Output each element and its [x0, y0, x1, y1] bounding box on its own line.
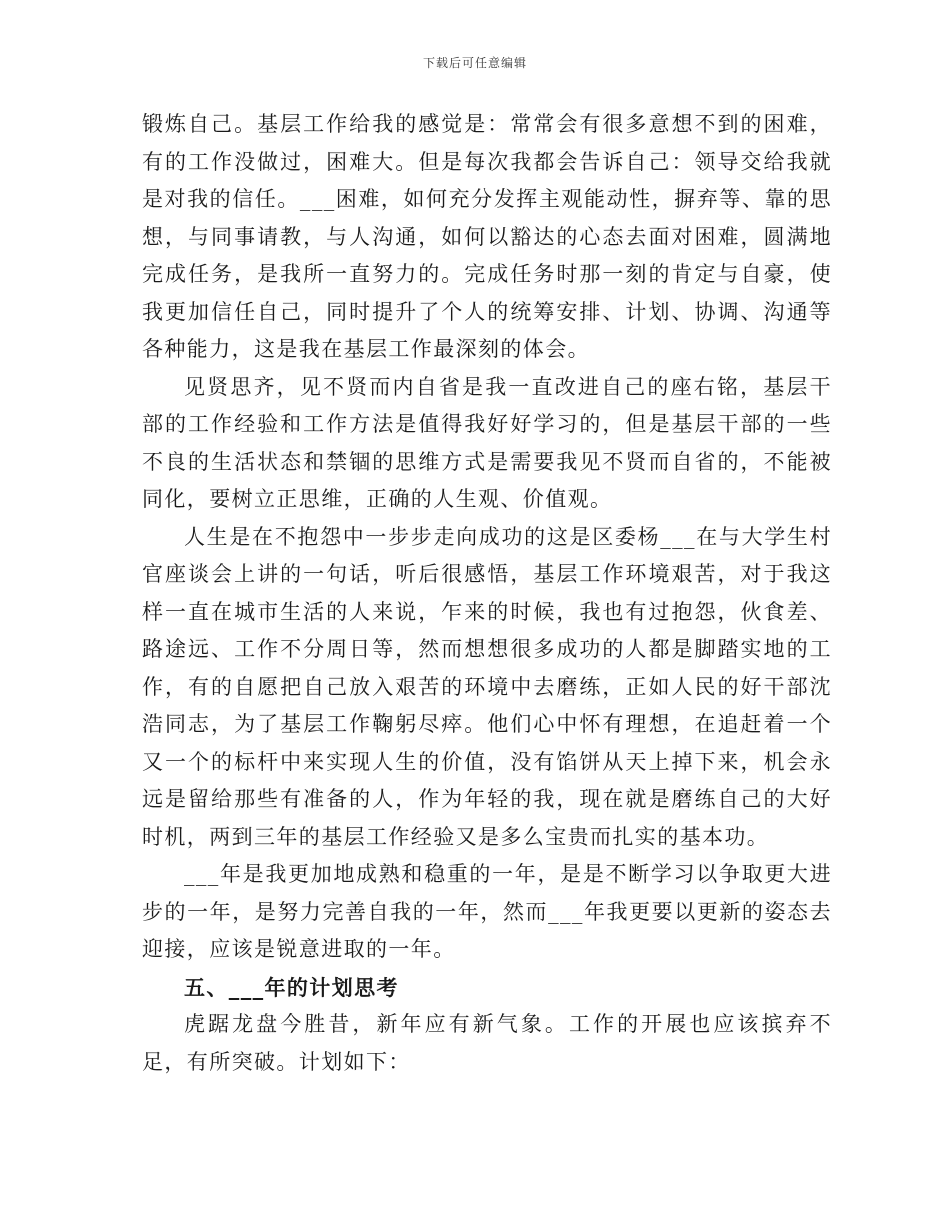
- paragraph-1: 锻炼自己。基层工作给我的感觉是：常常会有很多意想不到的困难，有的工作没做过，困难大。但是每次我都会告诉自己：领导交给我就是对我的信任。___困难，如何充分发挥主观能动性，摒弃等、靠的思想，与同事请教，与人沟通，如何以豁达的心态去面对困难，圆满地完成任务，是我所一直努力的。完成任务时那一刻的肯定与自豪，使我更加信任自己，同时提升了个人的统筹安排、计划、协调、沟通等各种能力，这是我在基层工作最深刻的体会。: [142, 112, 832, 361]
- section-heading: 五、___年的计划思考: [184, 974, 399, 1000]
- paragraph-2: 见贤思齐，见不贤而内自省是我一直改进自己的座右铭，基层干部的工作经验和工作方法是值得我好好学习的，但是基层干部的一些不良的生活状态和禁锢的思维方式是需要我见不贤而自省的，不能被同化，要树立正思维，正确的人生观、价值观。: [142, 374, 832, 511]
- paragraph-4: ___年是我更加地成熟和稳重的一年，是是不断学习以争取更大进步的一年，是努力完善自我的一年，然而___年我更要以更新的姿态去迎接，应该是锐意进取的一年。: [142, 862, 832, 961]
- page-header: 下载后可任意编辑: [422, 56, 527, 70]
- document-body: [142, 106, 832, 1081]
- paragraph-5: 虎踞龙盘今胜昔，新年应有新气象。工作的开展也应该摈弃不足，有所突破。计划如下：: [142, 1012, 832, 1074]
- paragraph-3: 人生是在不抱怨中一步步走向成功的这是区委杨___在与大学生村官座谈会上讲的一句话，听后很感悟，基层工作环境艰苦，对于我这样一直在城市生活的人来说，乍来的时候，我也有过抱怨，伙食差、路途远、工作不分周日等，然而想想很多成功的人都是脚踏实地的工作，有的自愿把自己放入艰苦的环境中去磨练，正如人民的好干部沈浩同志，为了基层工作鞠躬尽瘁。他们心中怀有理想，在追赶着一个又一个的标杆中来实现人生的价值，没有馅饼从天上掉下来，机会永远是留给那些有准备的人，作为年轻的我，现在就是磨练自己的大好时机，两到三年的基层工作经验又是多么宝贵而扎实的基本功。: [142, 524, 832, 849]
